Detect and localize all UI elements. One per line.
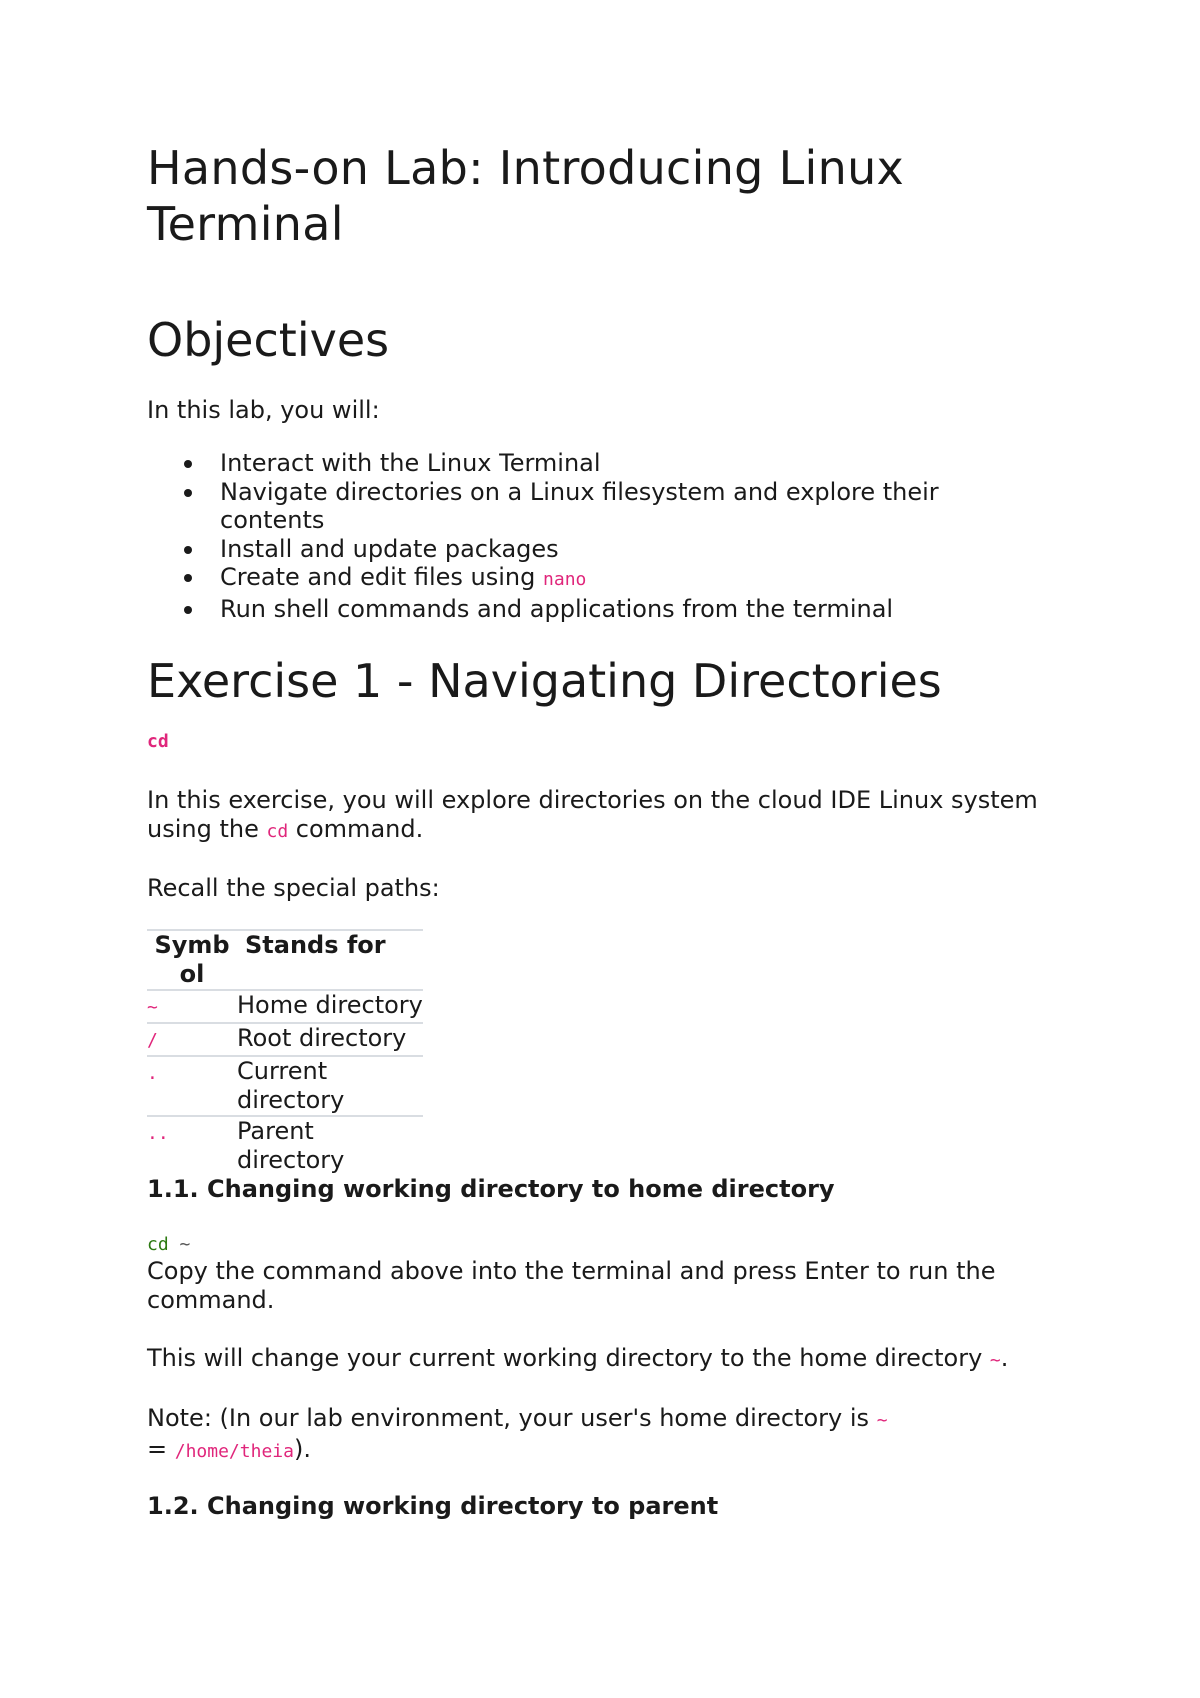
objectives-list bbox=[147, 449, 987, 623]
cmd-cd-home-row bbox=[147, 1230, 1067, 1257]
exercise1-cmd-label: cd bbox=[147, 731, 169, 752]
section-1-1-heading: 1.1. Changing working directory to home directory bbox=[147, 1175, 835, 1203]
table-header-stands-for: Stands for bbox=[237, 930, 423, 990]
recall-text: Recall the special paths: bbox=[147, 874, 440, 902]
symbol-root: / bbox=[147, 1030, 158, 1051]
desc-home: Home directory bbox=[237, 990, 423, 1023]
objectives-intro: In this lab, you will: bbox=[147, 396, 380, 424]
home-note: Note: (In our lab environment, your user's home directory is ~ = /home/theia). bbox=[147, 1404, 888, 1463]
table-header-row bbox=[147, 930, 423, 990]
inline-code-nano: nano bbox=[543, 569, 587, 590]
table-row bbox=[147, 1023, 423, 1056]
inline-code-home-path: /home/theia bbox=[174, 1441, 294, 1462]
list-item: Interact with the Linux Terminal bbox=[147, 449, 987, 478]
exercise1-heading: Exercise 1 - Navigating Directories bbox=[147, 654, 942, 708]
document-content bbox=[147, 140, 1067, 1521]
inline-code-tilde: ~ bbox=[989, 1350, 1001, 1371]
exercise1-cmd-label-row bbox=[147, 727, 1067, 754]
copy-instruction: Copy the command above into the terminal and press Enter to run the command. bbox=[147, 1257, 996, 1314]
inline-code-tilde-note: ~ bbox=[876, 1410, 888, 1431]
inline-code-cd: cd bbox=[266, 821, 289, 842]
list-item: Install and update packages bbox=[147, 535, 987, 564]
symbol-current: . bbox=[147, 1063, 158, 1084]
list-item: Navigate directories on a Linux filesystem and explore their contents bbox=[147, 478, 987, 535]
desc-root: Root directory bbox=[237, 1023, 423, 1056]
table-header-symbol: Symb ol bbox=[147, 930, 237, 990]
desc-parent: Parent directory bbox=[237, 1116, 423, 1175]
objectives-heading: Objectives bbox=[147, 313, 390, 367]
page-title: Hands-on Lab: Introducing Linux Terminal bbox=[147, 141, 905, 251]
section-1-2-heading: 1.2. Changing working directory to parent bbox=[147, 1492, 719, 1520]
list-item: Create and edit files using nano bbox=[147, 563, 987, 595]
table-row bbox=[147, 1116, 423, 1175]
exercise1-intro: In this exercise, you will explore directories on the cloud IDE Linux system using the cd command. bbox=[147, 786, 1038, 843]
table-row bbox=[147, 1056, 423, 1116]
cmd-cd-home: cd ~ bbox=[147, 1234, 191, 1255]
change-dir-text: This will change your current working directory to the home directory ~. bbox=[147, 1344, 1009, 1372]
symbol-parent: .. bbox=[147, 1123, 169, 1144]
symbol-home: ~ bbox=[147, 997, 158, 1018]
table-row bbox=[147, 990, 423, 1023]
list-item: Run shell commands and applications from the terminal bbox=[147, 595, 987, 624]
desc-current: Current directory bbox=[237, 1056, 423, 1116]
special-paths-table bbox=[147, 929, 423, 1175]
